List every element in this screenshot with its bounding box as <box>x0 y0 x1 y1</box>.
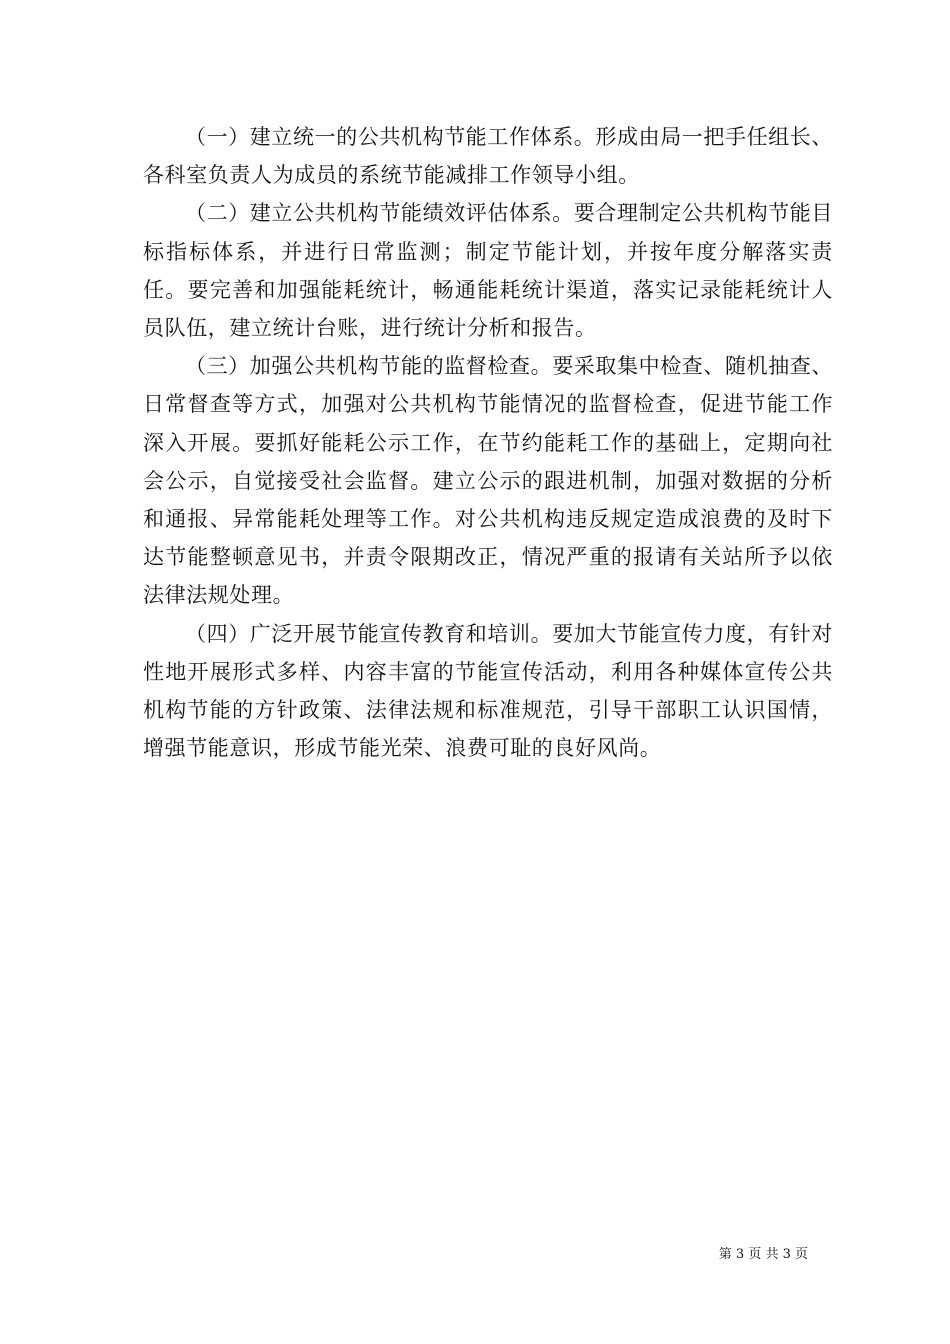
paragraph-1: （一）建立统一的公共机构节能工作体系。形成由局一把手任组长、各科室负责人为成员的系统节能减排工作领导小组。 <box>143 125 833 188</box>
page-number-footer: 第 3 页 共 3 页 <box>718 1247 808 1262</box>
paragraph-3: （三）加强公共机构节能的监督检查。要采取集中检查、随机抽查、日常督查等方式，加强对公共机构节能情况的监督检查，促进节能工作深入开展。要抓好能耗公示工作，在节约能耗工作的基础上，定期向社会公示，自觉接受社会监督。建立公示的跟进机制，加强对数据的分析和通报、异常能耗处理等工作。对公共机构违反规定造成浪费的及时下达节能整顿意见书，并责令限期改正，情况严重的报请有关站所予以依法律法规处理。 <box>143 354 833 608</box>
document-body <box>143 118 833 767</box>
paragraph-2: （二）建立公共机构节能绩效评估体系。要合理制定公共机构节能目标指标体系，并进行日常监测；制定节能计划，并按年度分解落实责任。要完善和加强能耗统计，畅通能耗统计渠道，落实记录能耗统计人员队伍，建立统计台账，进行统计分析和报告。 <box>143 201 833 341</box>
paragraph-4: （四）广泛开展节能宣传教育和培训。要加大节能宣传力度，有针对性地开展形式多样、内容丰富的节能宣传活动，利用各种媒体宣传公共机构节能的方针政策、法律法规和标准规范，引导干部职工认识国情，增强节能意识，形成节能光荣、浪费可耻的良好风尚。 <box>143 621 833 761</box>
